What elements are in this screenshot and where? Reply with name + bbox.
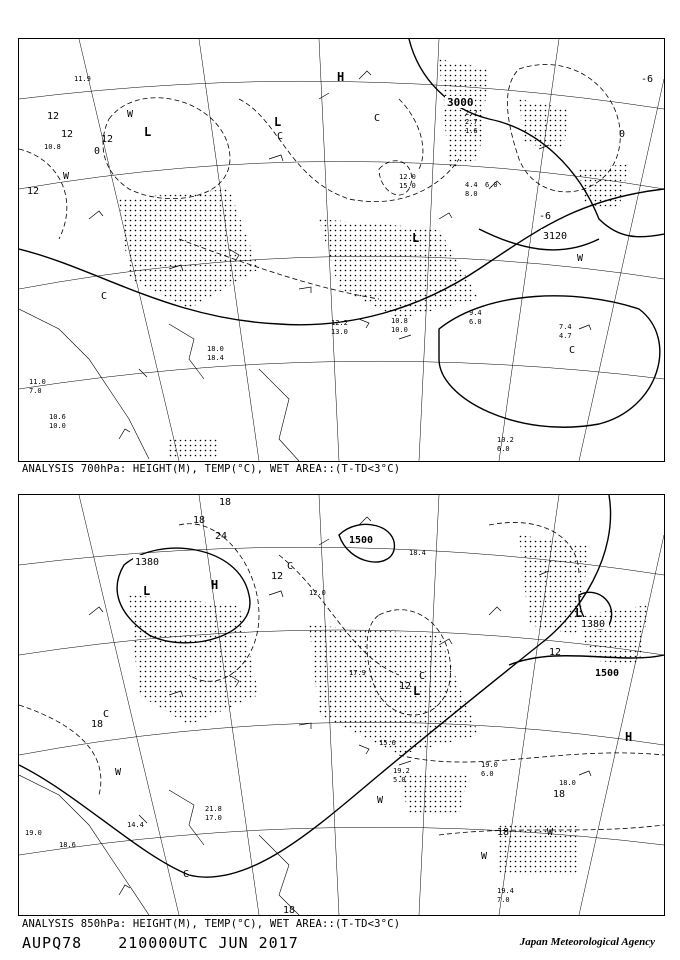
footer-title — [22, 934, 325, 952]
temp-label: 12 — [399, 681, 412, 692]
station-value: 12.2 — [331, 319, 348, 327]
map-850hpa — [19, 495, 664, 915]
caption-850hpa: ANALYSIS 850hPa: HEIGHT(M), TEMP(°C), WET AREA::(T-TD<3°C) — [22, 918, 401, 930]
cold-marker: C — [103, 709, 110, 720]
station-value: 15.0 — [399, 182, 416, 190]
station-value: 2.2 — [465, 109, 478, 117]
agency-name: Japan Meteorological Agency — [519, 936, 655, 948]
height-label-3000: 3000 — [447, 96, 474, 109]
station-value: 6.0 — [485, 181, 498, 189]
station-value: 17.0 — [205, 814, 222, 822]
cold-marker: C — [287, 561, 294, 572]
height-label-1380: 1380 — [135, 557, 160, 568]
high-center: H — [625, 730, 633, 744]
station-value: 18.4 — [409, 549, 426, 557]
station-value: 21.8 — [205, 805, 222, 813]
station-value: 19.0 — [481, 761, 498, 769]
station-value: 12.0 — [309, 589, 326, 597]
warm-marker: W — [547, 827, 554, 838]
station-value: 10.8 — [44, 143, 61, 151]
temp-label: 0 — [619, 129, 626, 140]
height-labels — [445, 96, 475, 109]
cold-marker: C — [183, 869, 190, 880]
station-value: 11.9 — [74, 75, 91, 83]
station-value: 7.4 — [559, 323, 572, 331]
temp-contours — [19, 64, 620, 299]
temp-label: 0 — [94, 146, 101, 157]
temp-label: 18 — [553, 789, 566, 800]
station-value: 5.0 — [393, 776, 406, 784]
warm-marker: W — [377, 795, 384, 806]
product-code: AUPQ78 — [22, 934, 83, 952]
station-value: 19.4 — [497, 887, 514, 895]
temp-label: -6 — [641, 74, 654, 85]
wet-areas — [129, 535, 649, 875]
temp-label: -6 — [539, 211, 552, 222]
temp-label: 18 — [193, 515, 206, 526]
station-value: 18.0 — [207, 345, 224, 353]
station-value: 19.0 — [25, 829, 42, 837]
station-value: 6.0 — [481, 770, 494, 778]
low-center: L — [413, 684, 421, 698]
low-center: L — [274, 115, 282, 129]
low-center: L — [412, 231, 420, 245]
warm-marker: W — [115, 767, 122, 778]
station-value: 10.0 — [391, 326, 408, 334]
height-label-1500: 1500 — [595, 668, 620, 679]
station-value: 13.0 — [331, 328, 348, 336]
cold-marker: C — [277, 131, 284, 142]
station-value: 4.7 — [559, 332, 572, 340]
temp-label: 12 — [61, 129, 74, 140]
station-value: 4.4 — [465, 181, 478, 189]
station-value: 15.6 — [379, 739, 396, 747]
temp-label: 18 — [219, 497, 232, 508]
map-700hpa — [19, 39, 664, 461]
station-value: 9.4 — [469, 309, 482, 317]
station-value: 6.0 — [497, 445, 510, 453]
cold-marker: C — [419, 671, 426, 682]
station-value: 18.0 — [559, 779, 576, 787]
warm-marker: W — [127, 109, 134, 120]
station-value: 7.0 — [29, 387, 42, 395]
low-center: L — [575, 606, 583, 620]
temp-label: 12 — [101, 134, 114, 145]
station-value: 7.0 — [497, 896, 510, 904]
low-center: L — [144, 125, 152, 139]
station-value: 19.2 — [393, 767, 410, 775]
station-value: 1.6 — [465, 127, 478, 135]
station-value: 18.6 — [59, 841, 76, 849]
station-value: 2.7 — [465, 118, 478, 126]
high-center: H — [337, 70, 345, 84]
temp-label: 12 — [47, 111, 60, 122]
station-value: 6.0 — [469, 318, 482, 326]
chart-850hpa — [18, 494, 665, 916]
coastline — [19, 309, 299, 461]
station-value: 18.4 — [207, 354, 224, 362]
temp-label: 18 — [497, 827, 510, 838]
cold-marker: C — [569, 345, 576, 356]
temp-label: 24 — [215, 531, 228, 542]
temp-label: 18 — [283, 905, 296, 915]
temp-label: 12 — [549, 647, 562, 658]
cold-marker: C — [101, 291, 108, 302]
caption-700hpa: ANALYSIS 700hPa: HEIGHT(M), TEMP(°C), WET AREA::(T-TD<3°C) — [22, 463, 401, 475]
station-value: 12.0 — [399, 173, 416, 181]
temp-label: 18 — [91, 719, 104, 730]
station-value: 10.6 — [49, 413, 66, 421]
station-value: 10.2 — [497, 436, 514, 444]
height-label-3120: 3120 — [543, 231, 568, 242]
chart-700hpa — [18, 38, 665, 462]
station-value: 11.0 — [29, 378, 46, 386]
station-plots — [29, 75, 572, 453]
low-center: L — [143, 584, 151, 598]
warm-marker: W — [481, 851, 488, 862]
temp-label: 12 — [271, 571, 284, 582]
cold-marker: C — [374, 113, 381, 124]
height-label-1380: 1380 — [581, 619, 606, 630]
station-value: 10.0 — [49, 422, 66, 430]
temp-label: 12 — [27, 186, 40, 197]
station-value: 17.9 — [349, 669, 366, 677]
station-value: 8.0 — [465, 190, 478, 198]
height-label-1500: 1500 — [349, 535, 374, 546]
warm-marker: W — [577, 253, 584, 264]
station-value: 10.8 — [391, 317, 408, 325]
station-value: 14.4 — [127, 821, 144, 829]
valid-time: 210000UTC JUN 2017 — [118, 934, 299, 952]
high-center: H — [211, 578, 219, 592]
warm-marker: W — [63, 171, 70, 182]
